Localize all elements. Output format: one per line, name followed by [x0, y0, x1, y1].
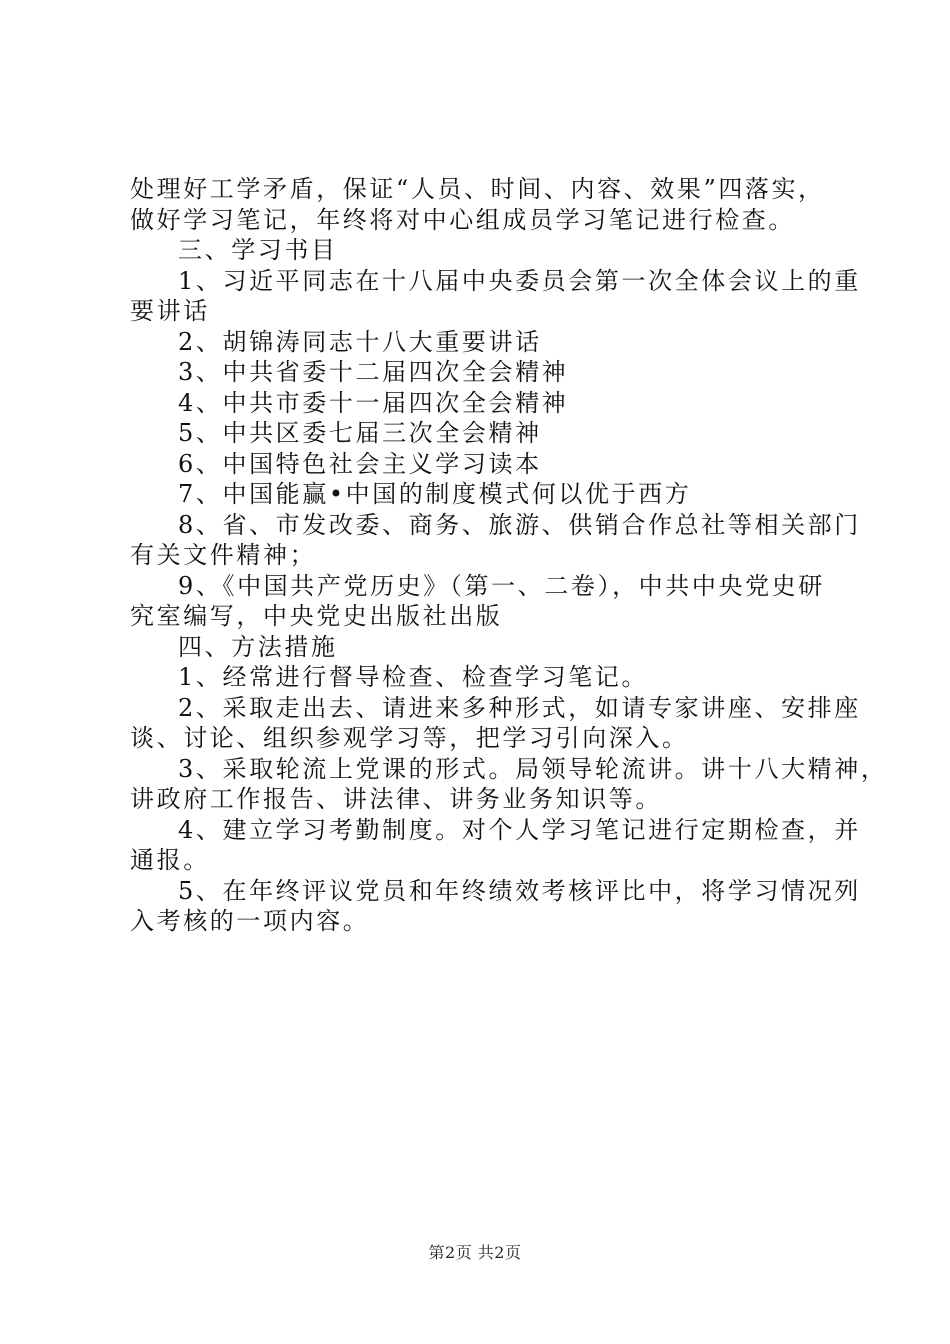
reading-item-4 [130, 388, 830, 419]
reading-item-9 [130, 571, 830, 632]
reading-item-7 [130, 479, 830, 510]
paragraph-line: 讲政府工作报告、讲法律、讲务业务知识等。 [130, 785, 662, 813]
method-item-4 [130, 815, 861, 876]
reading-item-2 [130, 327, 830, 358]
paragraph-line: 9、《中国共产党历史》（第一、二卷），中共中央党史研 [178, 571, 825, 600]
paragraph-line: 处理好工学矛盾，保证“人员、时间、内容、效果”四落实， [130, 175, 825, 203]
paragraph-line: 6、中国特色社会主义学习读本 [178, 449, 542, 478]
paragraph-line: 通报。 [130, 846, 210, 874]
method-item-5 [130, 876, 861, 937]
method-item-3 [130, 754, 888, 815]
reading-item-5 [130, 418, 830, 449]
page-footer [0, 1240, 950, 1263]
paragraph-line: 入考核的一项内容。 [130, 907, 370, 935]
paragraph-line: 究室编写，中央党史出版社出版 [130, 602, 503, 630]
paragraph-1 [130, 174, 830, 235]
paragraph-line: 做好学习笔记，年终将对中心组成员学习笔记进行检查。 [130, 205, 795, 234]
paragraph-line: 5、中共区委七届三次全会精神 [178, 419, 542, 447]
paragraph-line: 7、中国能赢•中国的制度模式何以优于西方 [178, 480, 692, 508]
paragraph-line: 3、中共省委十二届四次全会精神 [178, 358, 569, 386]
page-indicator: 第2页 共2页 [428, 1243, 522, 1262]
reading-item-1 [130, 266, 861, 327]
paragraph-line: 8、省、市发改委、商务、旅游、供销合作总社等相关部门 [178, 510, 861, 539]
paragraph-line: 3、采取轮流上党课的形式。局领导轮流讲。讲十八大精神， [178, 754, 888, 783]
paragraph-line: 三、学习书目 [178, 236, 338, 264]
paragraph-line: 4、建立学习考勤制度。对个人学习笔记进行定期检查，并 [178, 815, 861, 844]
paragraph-line: 有关文件精神； [130, 541, 317, 569]
paragraph-line: 4、中共市委十一届四次全会精神 [178, 388, 569, 417]
section-heading-methods [130, 632, 830, 663]
paragraph-line: 1、习近平同志在十八届中央委员会第一次全体会议上的重 [178, 266, 861, 295]
method-item-2 [130, 693, 861, 754]
reading-item-8 [130, 510, 861, 571]
section-heading-reading-list [130, 235, 830, 266]
method-item-1 [130, 662, 830, 693]
paragraph-line: 谈、讨论、组织参观学习等，把学习引向深入。 [130, 724, 689, 752]
paragraph-line: 2、采取走出去、请进来多种形式，如请专家讲座、安排座 [178, 693, 861, 722]
reading-item-6 [130, 449, 830, 480]
paragraph-line: 1、经常进行督导检查、检查学习笔记。 [178, 663, 649, 691]
paragraph-line: 要讲话 [130, 297, 210, 325]
reading-item-3 [130, 357, 830, 388]
paragraph-line: 5、在年终评议党员和年终绩效考核评比中，将学习情况列 [178, 876, 861, 905]
paragraph-line: 四、方法措施 [178, 632, 338, 661]
paragraph-line: 2、胡锦涛同志十八大重要讲话 [178, 327, 542, 356]
